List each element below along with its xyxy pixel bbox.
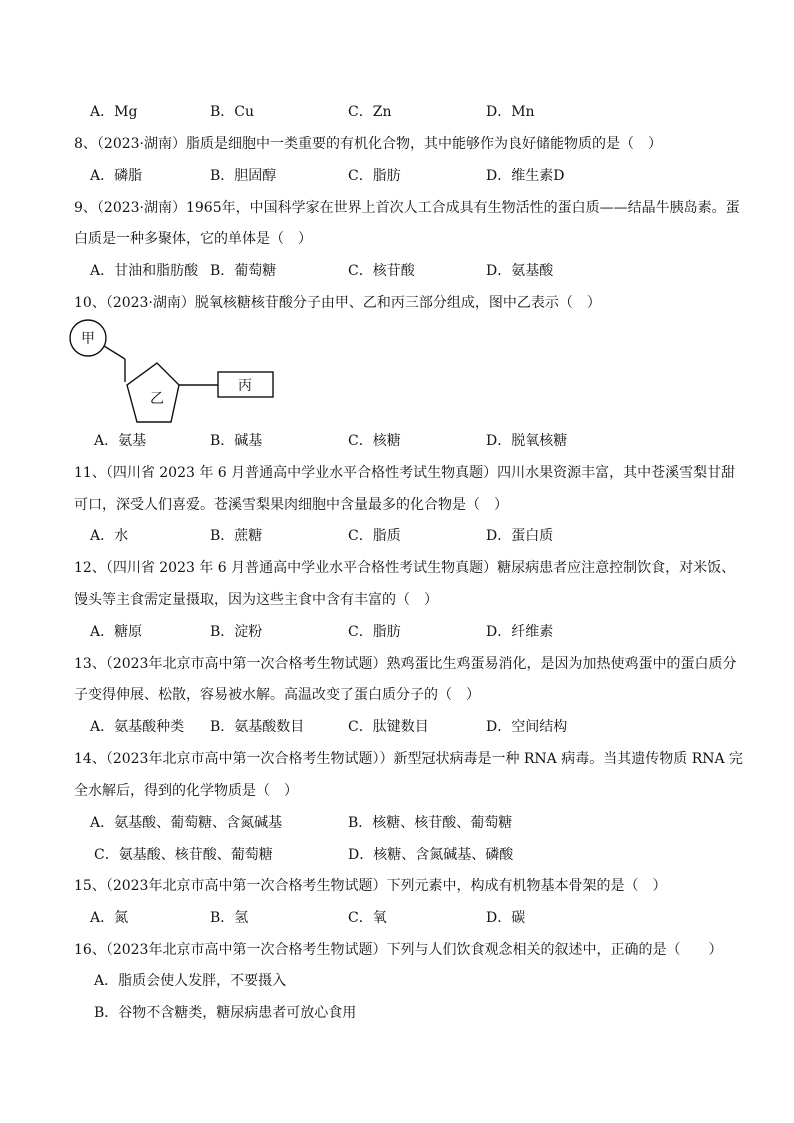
bond-line-1 <box>104 346 125 359</box>
option-a: A．水 <box>90 528 129 544</box>
pentagon-label: 乙 <box>150 391 164 407</box>
option-d: D．Mn <box>486 104 535 120</box>
option-c: C．脂质 <box>348 528 401 544</box>
option-a: A．氨基酸、葡萄糖、含氮碱基 <box>90 815 283 831</box>
rect-label: 丙 <box>238 378 252 394</box>
option-b: B．碱基 <box>210 433 263 449</box>
option-b: B．淀粉 <box>210 624 263 640</box>
question-16-stem: 16、（2023年北京市高中第一次合格考生物试题）下列与人们饮食观念相关的叙述中，正确的是（ ） <box>74 942 723 958</box>
option-d: D．空间结构 <box>486 719 568 735</box>
option-d: D．脱氧核糖 <box>486 433 568 449</box>
option-b: B．胆固醇 <box>210 168 277 184</box>
question-10-stem: 10、（2023·湖南）脱氧核糖核苷酸分子由甲、乙和丙三部分组成，图中乙表示（ ） <box>74 295 601 311</box>
option-c: C．氨基酸、核苷酸、葡萄糖 <box>94 847 273 863</box>
option-b: B．核糖、核苷酸、葡萄糖 <box>348 815 513 831</box>
option-d: D．核糖、含氮碱基、磷酸 <box>348 847 514 863</box>
question-9-stem-line-2: 白质是一种多聚体，它的单体是（ ） <box>74 231 312 247</box>
option-c: C．氧 <box>348 910 387 926</box>
option-b: B．葡萄糖 <box>210 263 277 279</box>
option-a: A．氨基 <box>94 433 147 449</box>
option-d: D．氨基酸 <box>486 263 554 279</box>
option-c: C．脂肪 <box>348 624 401 640</box>
question-14-stem-line-1: 14、（2023年北京市高中第一次合格考生物试题））新型冠状病毒是一种 RNA 病毒。当其遗传物质 RNA 完 <box>74 751 744 767</box>
question-13-stem-line-1: 13、（2023年北京市高中第一次合格考生物试题）熟鸡蛋比生鸡蛋易消化，是因为加热使鸡蛋中的蛋白质分 <box>74 656 737 672</box>
question-13-stem-line-2: 子变得伸展、松散，容易被水解。高温改变了蛋白质分子的（ ） <box>74 687 480 703</box>
option-a: A．氨基酸种类 <box>90 719 185 735</box>
option-c: C．肽键数目 <box>348 719 429 735</box>
option-a: A．脂质会使人发胖，不要摄入 <box>94 973 287 989</box>
option-b: B．氨基酸数目 <box>210 719 305 735</box>
option-d: D．维生素D <box>486 168 565 184</box>
question-9-stem-line-1: 9、（2023·湖南）1965年，中国科学家在世界上首次人工合成具有生物活性的蛋白质——结晶牛胰岛素。蛋 <box>74 200 740 216</box>
circle-label: 甲 <box>81 331 95 347</box>
question-11-stem-line-2: 可口，深受人们喜爱。苍溪雪梨果肉细胞中含量最多的化合物是（ ） <box>74 497 508 513</box>
question-14-stem-line-2: 全水解后，得到的化学物质是（ ） <box>74 783 298 799</box>
option-d: D．碳 <box>486 910 526 926</box>
option-a: A．Mg <box>90 104 138 120</box>
option-b: B．谷物不含糖类，糖尿病患者可放心食用 <box>94 1005 357 1021</box>
question-12-stem-line-1: 12、（四川省 2023 年 6 月普通高中学业水平合格性考试生物真题）糖尿病患者应注意控制饮食，对米饭、 <box>74 560 736 576</box>
option-b: B．氢 <box>210 910 249 926</box>
option-a: A．甘油和脂肪酸 <box>90 263 199 279</box>
question-8-stem: 8、（2023·湖南）脂质是细胞中一类重要的有机化合物，其中能够作为良好储能物质的是（ ） <box>74 136 662 152</box>
option-a: A．磷脂 <box>90 168 143 184</box>
option-d: D．纤维素 <box>486 624 554 640</box>
nucleotide-diagram <box>68 318 288 434</box>
option-d: D．蛋白质 <box>486 528 554 544</box>
option-b: B．Cu <box>210 104 255 120</box>
question-15-stem: 15、（2023年北京市高中第一次合格考生物试题）下列元素中，构成有机物基本骨架的是（ ） <box>74 878 667 894</box>
option-c: C．脂肪 <box>348 168 401 184</box>
question-12-stem-line-2: 馒头等主食需定量摄取，因为这些主食中含有丰富的（ ） <box>74 592 438 608</box>
option-a: A．氮 <box>90 910 129 926</box>
option-c: C．Zn <box>348 104 392 120</box>
option-b: B．蔗糖 <box>210 528 263 544</box>
option-c: C．核苷酸 <box>348 263 415 279</box>
option-c: C．核糖 <box>348 433 401 449</box>
question-11-stem-line-1: 11、（四川省 2023 年 6 月普通高中学业水平合格性考试生物真题）四川水果资源丰富，其中苍溪雪梨甘甜 <box>74 465 736 481</box>
option-a: A．糖原 <box>90 624 143 640</box>
